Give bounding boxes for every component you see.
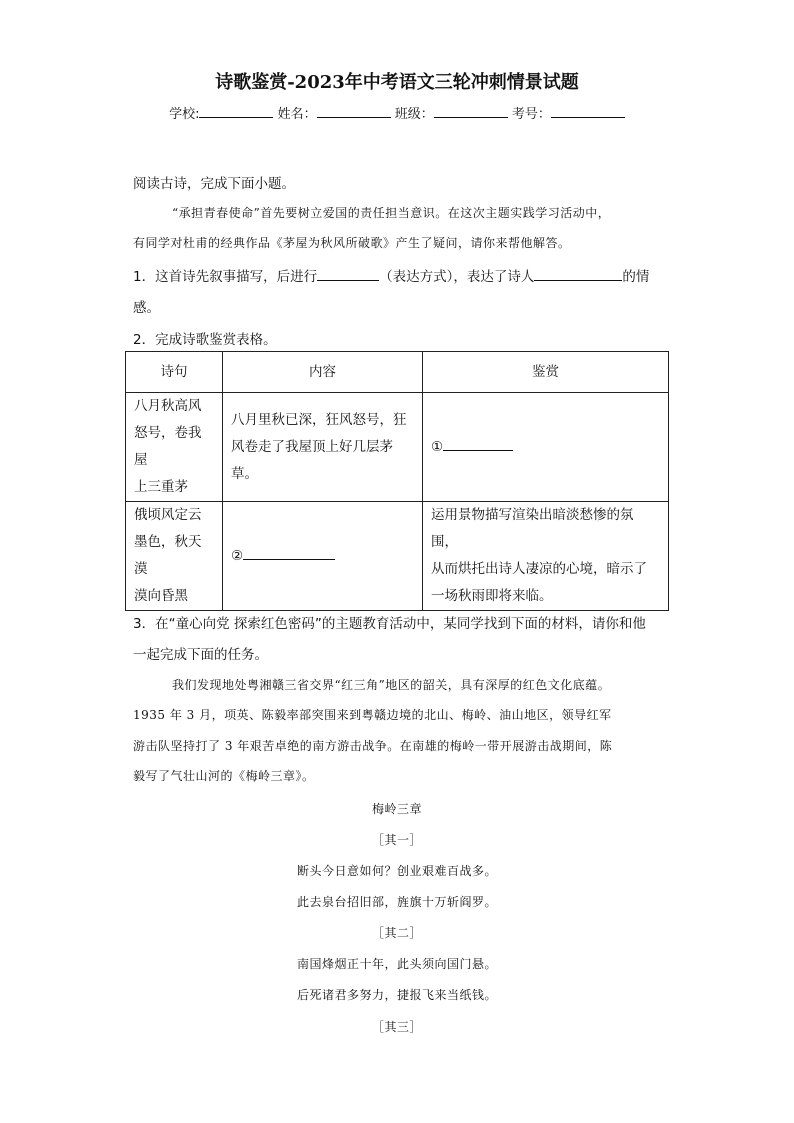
- intro-line-1: “承担青春使命”首先要树立爱国的责任担当意识。在这次主题实践学习活动中，: [172, 206, 611, 220]
- appreciation-line: 运用景物描写渲染出暗淡愁惨的氛围，: [431, 507, 634, 550]
- instruction: 阅读古诗，完成下面小题。: [133, 176, 295, 192]
- q1-text-b: （表达方式），表达了诗人: [379, 269, 535, 285]
- poem-section-2: ［其二］: [371, 926, 422, 940]
- header-poem: 诗句: [126, 352, 223, 393]
- poem-line: 此去泉台招旧部，旌旗十万斩阎罗。: [296, 895, 497, 909]
- number-blank[interactable]: [551, 104, 625, 118]
- q1-text-a: 1．这首诗先叙事描写，后进行: [133, 269, 318, 285]
- question-3-line-1: 3．在“童心向党 探索红色密码”的主题教育活动中，某同学找到下面的材料，请你和他: [133, 616, 646, 632]
- table-row: [126, 393, 669, 502]
- material-line-3: 游击队坚持打了 3 年艰苦卓绝的南方游击战争。在南雄的梅岭一带开展游击战期间，陈: [133, 739, 613, 753]
- cell-poem: [126, 393, 223, 502]
- poem-line: 南国烽烟正十年，此头须向国门悬。: [296, 957, 497, 971]
- blank-marker-1: ①: [431, 438, 444, 455]
- poem-line: 上三重茅: [134, 479, 188, 495]
- header-appreciation: 鉴赏: [423, 352, 669, 393]
- q1-text-c: 的情: [622, 269, 650, 285]
- cell-content: [223, 393, 423, 502]
- content-line: 风卷走了我屋顶上好几层茅草。: [231, 438, 393, 482]
- cell-appreciation: [423, 502, 669, 611]
- intro-line-2: 有同学对杜甫的经典作品《茅屋为秋风所破歌》产生了疑问，请你来帮他解答。: [133, 236, 571, 250]
- poem-section-3: ［其三］: [371, 1020, 422, 1034]
- poem-section-1: ［其一］: [371, 833, 422, 847]
- poem-line: 俄顷风定云: [134, 507, 202, 523]
- question-3-line-2: 一起完成下面的任务。: [133, 647, 268, 663]
- question-2: 2．完成诗歌鉴赏表格。: [133, 332, 277, 348]
- material-line-1: 我们发现地处粤湘赣三省交界“红三角”地区的韶关，具有深厚的红色文化底蕴。: [172, 678, 611, 692]
- poem-line: 墨色，秋天漠: [134, 534, 202, 577]
- material-line-2: 1935 年 3 月，项英、陈毅率部突围来到粤赣边境的北山、梅岭、油山地区，领导红军: [133, 708, 612, 722]
- class-blank[interactable]: [434, 104, 508, 118]
- number-label: 考号：: [511, 107, 551, 122]
- answer-blank-2[interactable]: [243, 546, 335, 560]
- content-line: 八月里秋已深，狂风怒号，狂: [231, 411, 407, 428]
- cell-appreciation: [423, 393, 669, 502]
- class-label: 班级：: [394, 107, 434, 122]
- appreciation-line: 一场秋雨即将来临。: [431, 588, 553, 604]
- student-info-line: [0, 103, 794, 122]
- poem-line: 怒号，卷我屋: [134, 425, 202, 468]
- table-header-row: [126, 352, 669, 393]
- q1-blank-expression[interactable]: [317, 267, 379, 281]
- q1-blank-emotion[interactable]: [534, 267, 622, 281]
- poem-line: 漠向昏黑: [134, 588, 188, 604]
- appreciation-table: [125, 351, 669, 611]
- appreciation-line: 从而烘托出诗人凄凉的心境，暗示了: [431, 561, 647, 577]
- poem-line: 断头今日意如何？创业艰难百战多。: [296, 864, 497, 878]
- question-1-cont: 感。: [133, 300, 160, 316]
- table-row: [126, 502, 669, 611]
- name-blank[interactable]: [317, 104, 391, 118]
- cell-poem: [126, 502, 223, 611]
- school-label: 学校:: [169, 107, 200, 122]
- question-1: [133, 265, 649, 285]
- poem-line: 后死诸君多努力，捷报飞来当纸钱。: [296, 988, 497, 1002]
- blank-marker-2: ②: [231, 547, 244, 564]
- answer-blank-1[interactable]: [443, 437, 513, 451]
- header-content: 内容: [223, 352, 423, 393]
- cell-content: [223, 502, 423, 611]
- poem-title: 梅岭三章: [371, 802, 422, 816]
- poem-line: 八月秋高风: [134, 398, 202, 414]
- page-title: 诗歌鉴赏-2023年中考语文三轮冲刺情景试题: [215, 72, 579, 93]
- name-label: 姓名：: [277, 107, 317, 122]
- school-blank[interactable]: [199, 104, 273, 118]
- material-line-4: 毅写了气壮山河的《梅岭三章》。: [133, 769, 315, 783]
